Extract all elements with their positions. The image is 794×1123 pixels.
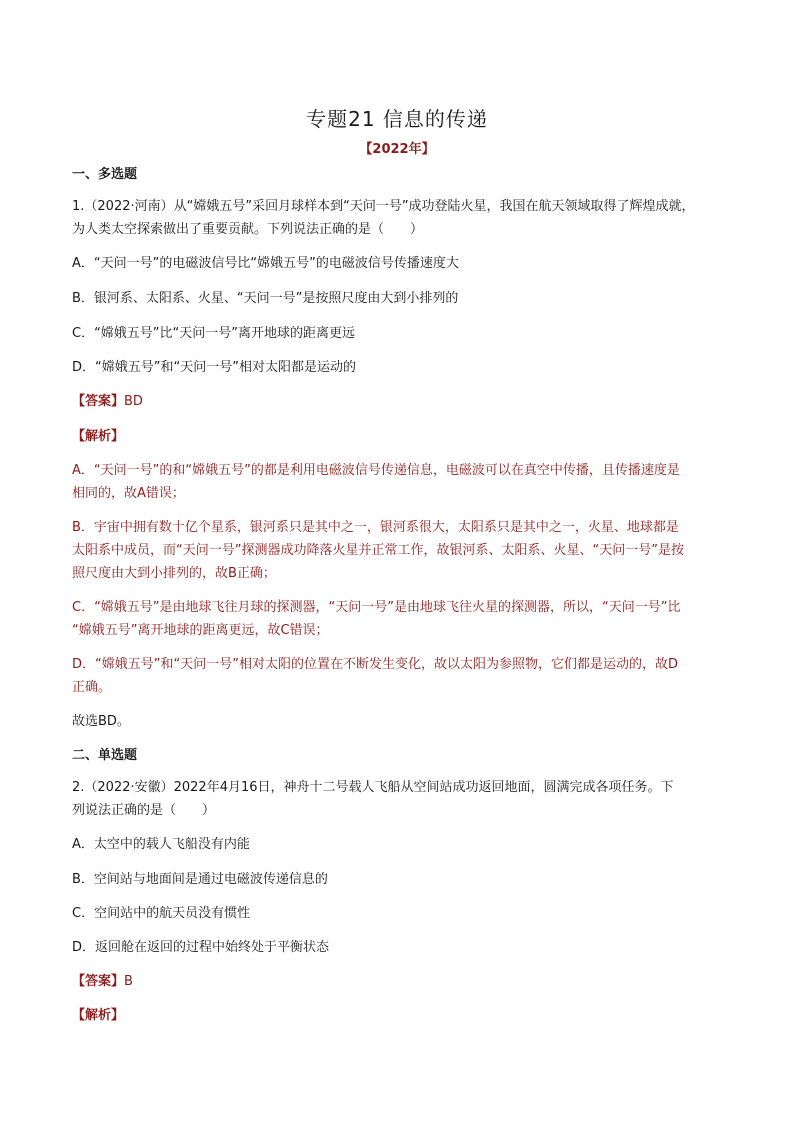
section-heading-multi-choice: 一、多选题	[72, 167, 138, 182]
q1-stem-line-1: 1.（2022·河南）从“嫦娥五号”采回月球样本到“天问一号”成功登陆火星，我国在航天领域取得了辉煌成就，	[72, 199, 695, 214]
q2-stem-line-2: 列说法正确的是（ ）	[72, 803, 216, 818]
answer-label: 【答案】	[72, 394, 125, 409]
q2-option-d: D．返回舱在返回的过程中始终处于平衡状态	[72, 940, 330, 955]
section-heading-single-choice: 二、单选题	[72, 748, 138, 763]
q2-option-a: A．太空中的载人飞船没有内能	[72, 837, 250, 852]
q2-option-b: B．空间站与地面间是通过电磁波传递信息的	[72, 872, 328, 887]
q1-analysis-c-line-2: “嫦娥五号”离开地球的距离更远，故C错误；	[72, 623, 329, 638]
q2-option-c: C．空间站中的航天员没有惯性	[72, 906, 251, 921]
q1-option-b: B．银河系、太阳系、火星、“天问一号”是按照尺度由大到小排列的	[72, 291, 459, 306]
q1-analysis-label: 【解析】	[72, 429, 125, 444]
q1-analysis-a-line-1: A．“天问一号”的和“嫦娥五号”的都是利用电磁波信号传递信息，电磁波可以在真空中传播，且传播速度是	[72, 463, 680, 478]
q1-analysis-d-line-2: 正确。	[72, 680, 112, 695]
q1-analysis-a-line-2: 相同的，故A错误；	[72, 486, 185, 501]
q1-answer	[72, 390, 732, 409]
q1-analysis-c-line-1: C．“嫦娥五号”是由地球飞往月球的探测器，“天问一号”是由地球飞往火星的探测器，所以，“天问一号”比	[72, 600, 681, 615]
q1-stem-line-2: 为人类太空探索做出了重要贡献。下列说法正确的是（ ）	[72, 222, 424, 237]
q1-analysis-b-line-3: 照尺度由大到小排列的，故B正确；	[72, 566, 276, 581]
q1-option-c: C．“嫦娥五号”比“天问一号”离开地球的距离更远	[72, 326, 356, 341]
q2-answer	[72, 970, 732, 989]
year-tag: 【2022年】	[359, 142, 435, 157]
page-title: 专题21 信息的传递	[306, 107, 488, 131]
q1-analysis-b-line-1: B．宇宙中拥有数十亿个星系，银河系只是其中之一，银河系很大，太阳系只是其中之一，火星、地球都是	[72, 520, 679, 535]
answer-value: BD	[124, 394, 143, 409]
answer-label: 【答案】	[72, 974, 125, 989]
q2-stem-line-1: 2.（2022·安徽）2022年4月16日，神舟十二号载人飞船从空间站成功返回地面，圆满完成各项任务。下	[72, 780, 674, 795]
q1-option-d: D．“嫦娥五号”和“天问一号”相对太阳都是运动的	[72, 360, 356, 375]
q1-analysis-b-line-2: 太阳系中成员，而“天问一号”探测器成功降落火星并正常工作，故银河系、太阳系、火星、“天问一号”是按	[72, 543, 684, 558]
q1-conclusion: 故选BD。	[72, 714, 130, 729]
q1-analysis-d-line-1: D．“嫦娥五号”和“天问一号”相对太阳的位置在不断发生变化，故以太阳为参照物，它们都是运动的，故D	[72, 657, 678, 672]
answer-value: B	[124, 974, 133, 989]
q2-analysis-label: 【解析】	[72, 1008, 125, 1023]
q1-option-a: A．“天问一号”的电磁波信号比“嫦娥五号”的电磁波信号传播速度大	[72, 256, 459, 271]
